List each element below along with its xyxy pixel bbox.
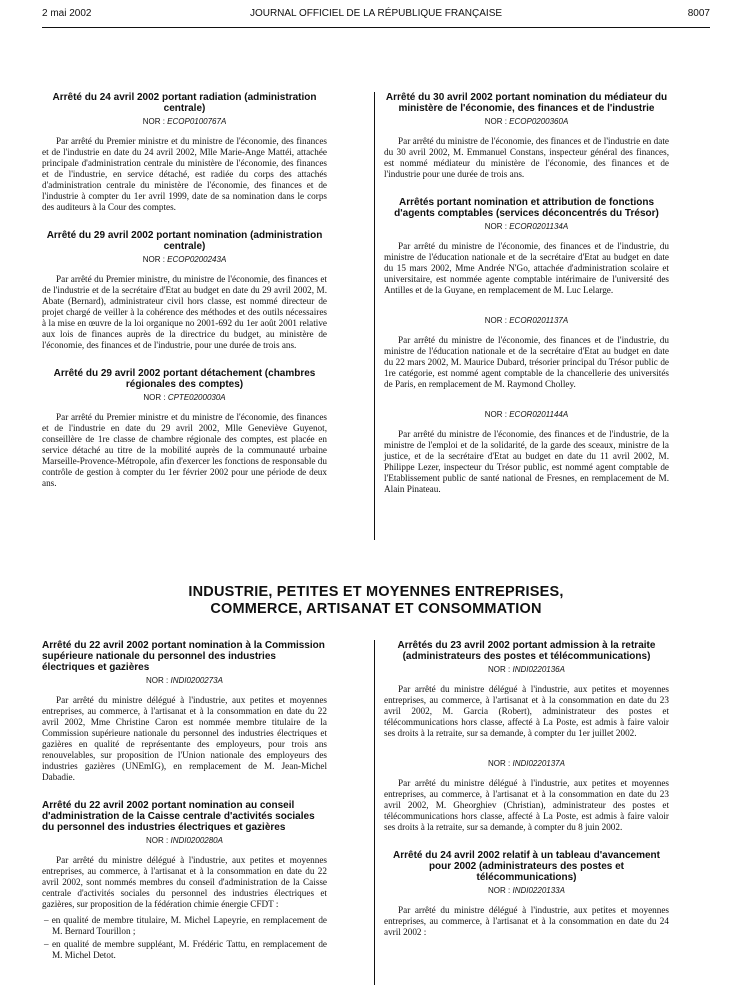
nor-reference xyxy=(384,117,669,127)
decree-article xyxy=(42,356,327,489)
article-spacer xyxy=(384,395,669,407)
header-page-number: 8007 xyxy=(687,8,710,19)
header-rule xyxy=(42,27,710,28)
article-spacer xyxy=(384,301,669,313)
decree-article xyxy=(384,395,669,495)
nor-label: NOR : xyxy=(484,117,510,126)
article-spacer xyxy=(384,838,669,850)
decree-paragraph: Par arrêté du ministre délégué à l'industrie, aux petites et moyennes entreprises, au commerce, à l'artisanat et à la consommation en date du 24 avril 2002 : xyxy=(384,905,669,937)
decree-article xyxy=(42,92,327,213)
nor-label: NOR : xyxy=(146,676,171,685)
nor-code: INDI0220137A xyxy=(512,759,565,768)
decree-bullet: – en qualité de membre titulaire, M. Michel Lapeyrie, en remplacement de M. Bernard Tourillon ; xyxy=(44,915,327,936)
nor-code: INDI0220133A xyxy=(512,886,565,895)
decree-title: Arrêté du 24 avril 2002 portant radiation (administration centrale) xyxy=(52,92,317,114)
article-spacer xyxy=(384,744,669,756)
decree-paragraph: Par arrêté du ministre délégué à l'industrie, aux petites et moyennes entreprises, au commerce, à l'artisanat et à la consommation en date du 22 avril 2002, Mme Christine Caron est nommée membre titulaire de la Commission supérieure nationale du personnel des industries électriques et gazières en qualité de représentante des employeurs, pour trois ans renouvelables, sur proposition de l'Union nationale des employeurs des industries gazières (UNEmIG), en remplacement de M. Jean-Michel Dabadie. xyxy=(42,695,327,782)
decree-paragraph: Par arrêté du ministre délégué à l'industrie, aux petites et moyennes entreprises, au commerce, à l'artisanat et à la consommation en date du 23 avril 2002, M. Gheorghiev (Christian), administrateur des postes et télécommunications hors classe, affecté à La Poste, est admis à faire valoir ses droits à la retraite, sur sa demande, à compter du 8 juin 2002. xyxy=(384,778,669,832)
nor-label: NOR : xyxy=(484,410,510,419)
decree-title: Arrêtés portant nomination et attribution de fonctions d'agents comptables (services déconcentrés du Trésor) xyxy=(394,197,659,219)
decree-title: Arrêté du 22 avril 2002 portant nomination à la Commission supérieure nationale du personnel des industries électriques et gazières xyxy=(42,640,325,673)
column-bottom-right xyxy=(384,640,669,943)
decree-article xyxy=(384,92,669,180)
nor-reference xyxy=(42,393,327,403)
section-title xyxy=(42,584,710,618)
decree-paragraph: Par arrêté du ministre délégué à l'industrie, aux petites et moyennes entreprises, au commerce, à l'artisanat et à la consommation en date du 23 avril 2002, M. Garcia (Robert), administrateur des postes et télécommunications hors classe, affecté à La Poste, est admis à faire valoir ses droits à la retraite, sur sa demande, à compter du 1er juillet 2002. xyxy=(384,684,669,738)
article-spacer xyxy=(384,185,669,197)
column-top-right xyxy=(384,92,669,500)
nor-code: ECOP0200243A xyxy=(167,255,227,264)
nor-label: NOR : xyxy=(143,393,168,402)
nor-label: NOR : xyxy=(142,117,168,126)
decree-article xyxy=(384,640,669,739)
nor-code: ECOP0200360A xyxy=(509,117,569,126)
decree-article xyxy=(42,788,327,961)
decree-article xyxy=(42,640,327,783)
nor-reference xyxy=(384,222,669,232)
nor-reference xyxy=(384,665,669,675)
article-spacer xyxy=(42,788,327,800)
nor-code: INDI0200280A xyxy=(170,836,223,845)
nor-code: INDI0200273A xyxy=(170,676,223,685)
nor-reference xyxy=(42,117,327,127)
nor-reference xyxy=(42,836,327,846)
nor-reference xyxy=(384,886,669,896)
decree-article xyxy=(384,301,669,390)
nor-code: ECOR0201137A xyxy=(509,316,569,325)
nor-reference xyxy=(42,676,327,686)
nor-label: NOR : xyxy=(142,255,168,264)
header-journal-title: JOURNAL OFFICIEL DE LA RÉPUBLIQUE FRANÇAISE xyxy=(249,8,503,19)
nor-reference xyxy=(384,410,669,420)
decree-article xyxy=(42,218,327,351)
nor-label: NOR : xyxy=(146,836,171,845)
decree-paragraph: Par arrêté du ministre de l'économie, des finances et de l'industrie, du ministre de l'éducation nationale et de la secrétaire d'Etat au budget en date du 15 mars 2002, Mme Andrée N'Go, attachée d'administration scolaire et universitaire, est nommée agente comptable intérimaire de l'université des Antilles et de la Guyane, en remplacement de M. Luc Lelarge. xyxy=(384,241,669,295)
decree-paragraph: Par arrêté du Premier ministre et du ministre de l'économie, des finances et de l'industrie en date du 24 avril 2002, Mlle Marie-Ange Mattéi, attachée principale d'administration centrale du ministère de l'économie, des finances et de l'industrie, en service détaché, est radiée du corps des attachés d'administration centrale du ministère de l'économie, des finances et de l'industrie à compter du 1er avril 1999, date de sa nomination dans le corps des auditeurs à la Cour des comptes. xyxy=(42,136,327,212)
decree-article xyxy=(384,744,669,833)
decree-title: Arrêté du 30 avril 2002 portant nomination du médiateur du ministère de l'économie, des finances et de l'industrie xyxy=(385,92,668,114)
column-divider-top xyxy=(374,92,375,540)
decree-paragraph: Par arrêté du Premier ministre, du ministre de l'économie, des finances et de l'industrie et de la secrétaire d'Etat au budget en date du 29 avril 2002, M. Abate (Bernard), administrateur civil hors classe, est nommé directeur de projet chargé de veiller à la cohérence des méthodes et des outils nécessaires à la mise en œuvre de la loi organique no 2001-692 du 1er août 2001 relative aux lois de finances auprès de la directrice du budget, au ministère de l'économie, des finances et de l'industrie, pour une durée de trois ans. xyxy=(42,274,327,350)
decree-paragraph: Par arrêté du ministre de l'économie, des finances et de l'industrie, du ministre de l'éducation nationale et de la secrétaire d'Etat au budget en date du 22 mars 2002, M. Maurice Dubard, trésorier principal du Trésor public de 1re catégorie, est nommé agent comptable de la chancellerie des universités de Paris, en remplacement de M. Raymond Cholley. xyxy=(384,335,669,389)
nor-label: NOR : xyxy=(488,759,513,768)
nor-code: ECOP0100767A xyxy=(167,117,227,126)
decree-title: Arrêté du 24 avril 2002 relatif à un tableau d'avancement pour 2002 (administrateurs des postes et télécommunications) xyxy=(393,850,660,883)
nor-code: INDI0220136A xyxy=(512,665,565,674)
decree-paragraph: Par arrêté du Premier ministre et du ministre de l'économie, des finances et de l'industrie en date du 29 avril 2002, Mlle Geneviève Guyenot, conseillère de 1re classe de chambre régionale des comptes, est placée en service détaché au titre de la mobilité auprès de la communauté urbaine Marseille-Provence-Métropole, afin d'exercer les fonctions de responsable du contrôle de gestion à compter du 1er février 2002 pour une période de deux ans. xyxy=(42,412,327,488)
nor-reference xyxy=(42,255,327,265)
decree-paragraph: Par arrêté du ministre délégué à l'industrie, aux petites et moyennes entreprises, au commerce, à l'artisanat et à la consommation en date du 22 avril 2002, sont nommés membres du conseil d'administration de la Caisse centrale d'activités sociales du personnel des industries électriques et gazières, sur proposition de la fédération chimie énergie CFDT : xyxy=(42,855,327,909)
article-spacer xyxy=(42,356,327,368)
section-title-line-1: INDUSTRIE, PETITES ET MOYENNES ENTREPRISES, xyxy=(188,584,564,600)
nor-label: NOR : xyxy=(484,222,510,231)
column-bottom-left xyxy=(42,640,327,963)
decree-paragraph: Par arrêté du ministre de l'économie, des finances et de l'industrie en date du 30 avril 2002, M. Emmanuel Constans, inspecteur général des finances, est nommé médiateur du ministère de l'économie, des finances et de l'industrie pour une durée de trois ans. xyxy=(384,136,669,179)
nor-label: NOR : xyxy=(484,316,510,325)
column-top-left xyxy=(42,92,327,494)
nor-code: CPTE0200030A xyxy=(167,393,226,402)
header-date: 2 mai 2002 xyxy=(42,8,92,19)
decree-title: Arrêté du 22 avril 2002 portant nomination au conseil d'administration de la Caisse centrale d'activités sociales du personnel des industries électriques et gazières xyxy=(42,800,315,833)
article-spacer xyxy=(42,218,327,230)
section-title-line-2: COMMERCE, ARTISANAT ET CONSOMMATION xyxy=(210,601,542,617)
decree-article xyxy=(384,185,669,296)
nor-reference xyxy=(384,316,669,326)
decree-bullet: – en qualité de membre suppléant, M. Frédéric Tattu, en remplacement de M. Michel Detot. xyxy=(44,939,327,960)
decree-article xyxy=(384,838,669,938)
nor-label: NOR : xyxy=(488,886,513,895)
nor-code: ECOR0201134A xyxy=(509,222,569,231)
decree-paragraph: Par arrêté du ministre de l'économie, des finances et de l'industrie, de la ministre de l'emploi et de la solidarité, de la garde des sceaux, ministre de la justice, et de la secrétaire d'Etat au budget en date du 11 avril 2002, M. Philippe Lezer, inspecteur du Trésor public, est nommé agent comptable de l'Etablissement public de santé national de Fresnes, en remplacement de M. Alain Pinateau. xyxy=(384,429,669,494)
decree-title: Arrêté du 29 avril 2002 portant nomination (administration centrale) xyxy=(46,230,323,252)
page-header xyxy=(42,8,710,24)
column-divider-bottom xyxy=(374,640,375,985)
decree-title: Arrêté du 29 avril 2002 portant détachement (chambres régionales des comptes) xyxy=(53,368,316,390)
nor-label: NOR : xyxy=(488,665,513,674)
nor-reference xyxy=(384,759,669,769)
decree-title: Arrêtés du 23 avril 2002 portant admission à la retraite (administrateurs des postes et télécommunications) xyxy=(397,640,656,662)
nor-code: ECOR0201144A xyxy=(509,410,569,419)
